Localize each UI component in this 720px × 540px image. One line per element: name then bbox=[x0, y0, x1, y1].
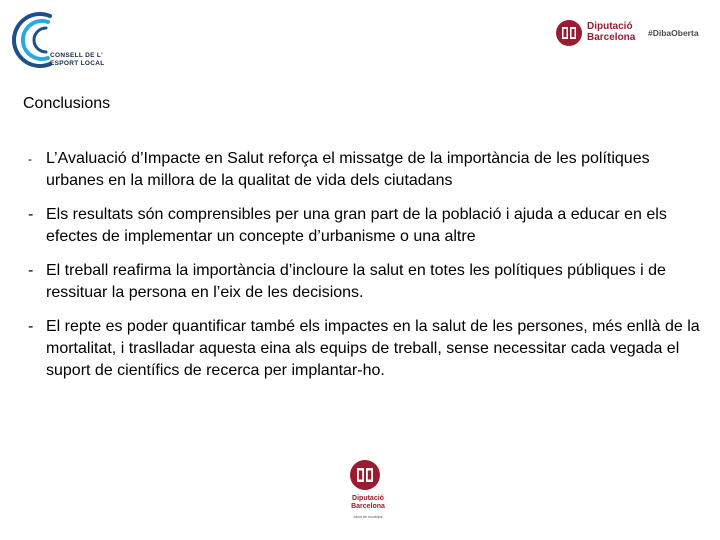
bullet-text: L’Avaluació d’Impacte en Salut reforça el missatge de la importància de les polítiques urbanes en la millora de la qualitat de vida dels ciutadans bbox=[46, 150, 650, 189]
diputacio-text bbox=[587, 21, 635, 43]
bullet-text: Els resultats són comprensibles per una gran part de la població i ajuda a educar en els efectes de implementar un concepte d’urbanisme o una altre bbox=[46, 206, 667, 245]
list-item bbox=[28, 148, 708, 192]
bullet-marker: - bbox=[28, 206, 34, 223]
bullet-marker: - bbox=[28, 152, 32, 166]
consell-esport-logo-text bbox=[50, 52, 105, 68]
logo-line-1: CONSELL DE L' bbox=[50, 52, 103, 59]
footer-diputacio-logo bbox=[338, 460, 398, 524]
footer-logo-text bbox=[338, 495, 398, 511]
bullet-text: El repte es poder quantificar també els impactes en la salut de les persones, més enllà de la mortalitat, i traslladar aquesta eina als equips de treball, sense necessitar cada vegada el suport de científics de recerca per implantar-ho. bbox=[46, 318, 700, 379]
footer-line-2: Barcelona bbox=[351, 503, 385, 510]
conclusions-list bbox=[28, 148, 708, 382]
bullet-text: El treball reafirma la importància d’incloure la salut en totes les polítiques públiques i de ressituar la persona en l’eix de les decisions. bbox=[46, 262, 666, 301]
diputacio-line-1: Diputació bbox=[587, 21, 633, 32]
diputacio-emblem-icon bbox=[350, 460, 380, 490]
list-item bbox=[28, 316, 708, 382]
diputacio-barcelona-logo bbox=[556, 18, 706, 50]
bullet-marker: - bbox=[28, 318, 34, 335]
list-item bbox=[28, 260, 708, 304]
consell-esport-local-logo bbox=[10, 8, 120, 70]
diputacio-emblem-icon bbox=[556, 20, 582, 46]
diputacio-line-2: Barcelona bbox=[587, 32, 636, 43]
page-title: Conclusions bbox=[23, 95, 111, 112]
diba-oberta-hashtag: #DibaOberta bbox=[648, 28, 699, 38]
footer-line-1: Diputació bbox=[352, 495, 384, 502]
logo-line-2: ESPORT LOCAL bbox=[50, 60, 105, 67]
footer-logo-subtitle: xarxa de municipis bbox=[353, 515, 383, 519]
list-item bbox=[28, 204, 708, 248]
bullet-marker: - bbox=[28, 262, 34, 279]
